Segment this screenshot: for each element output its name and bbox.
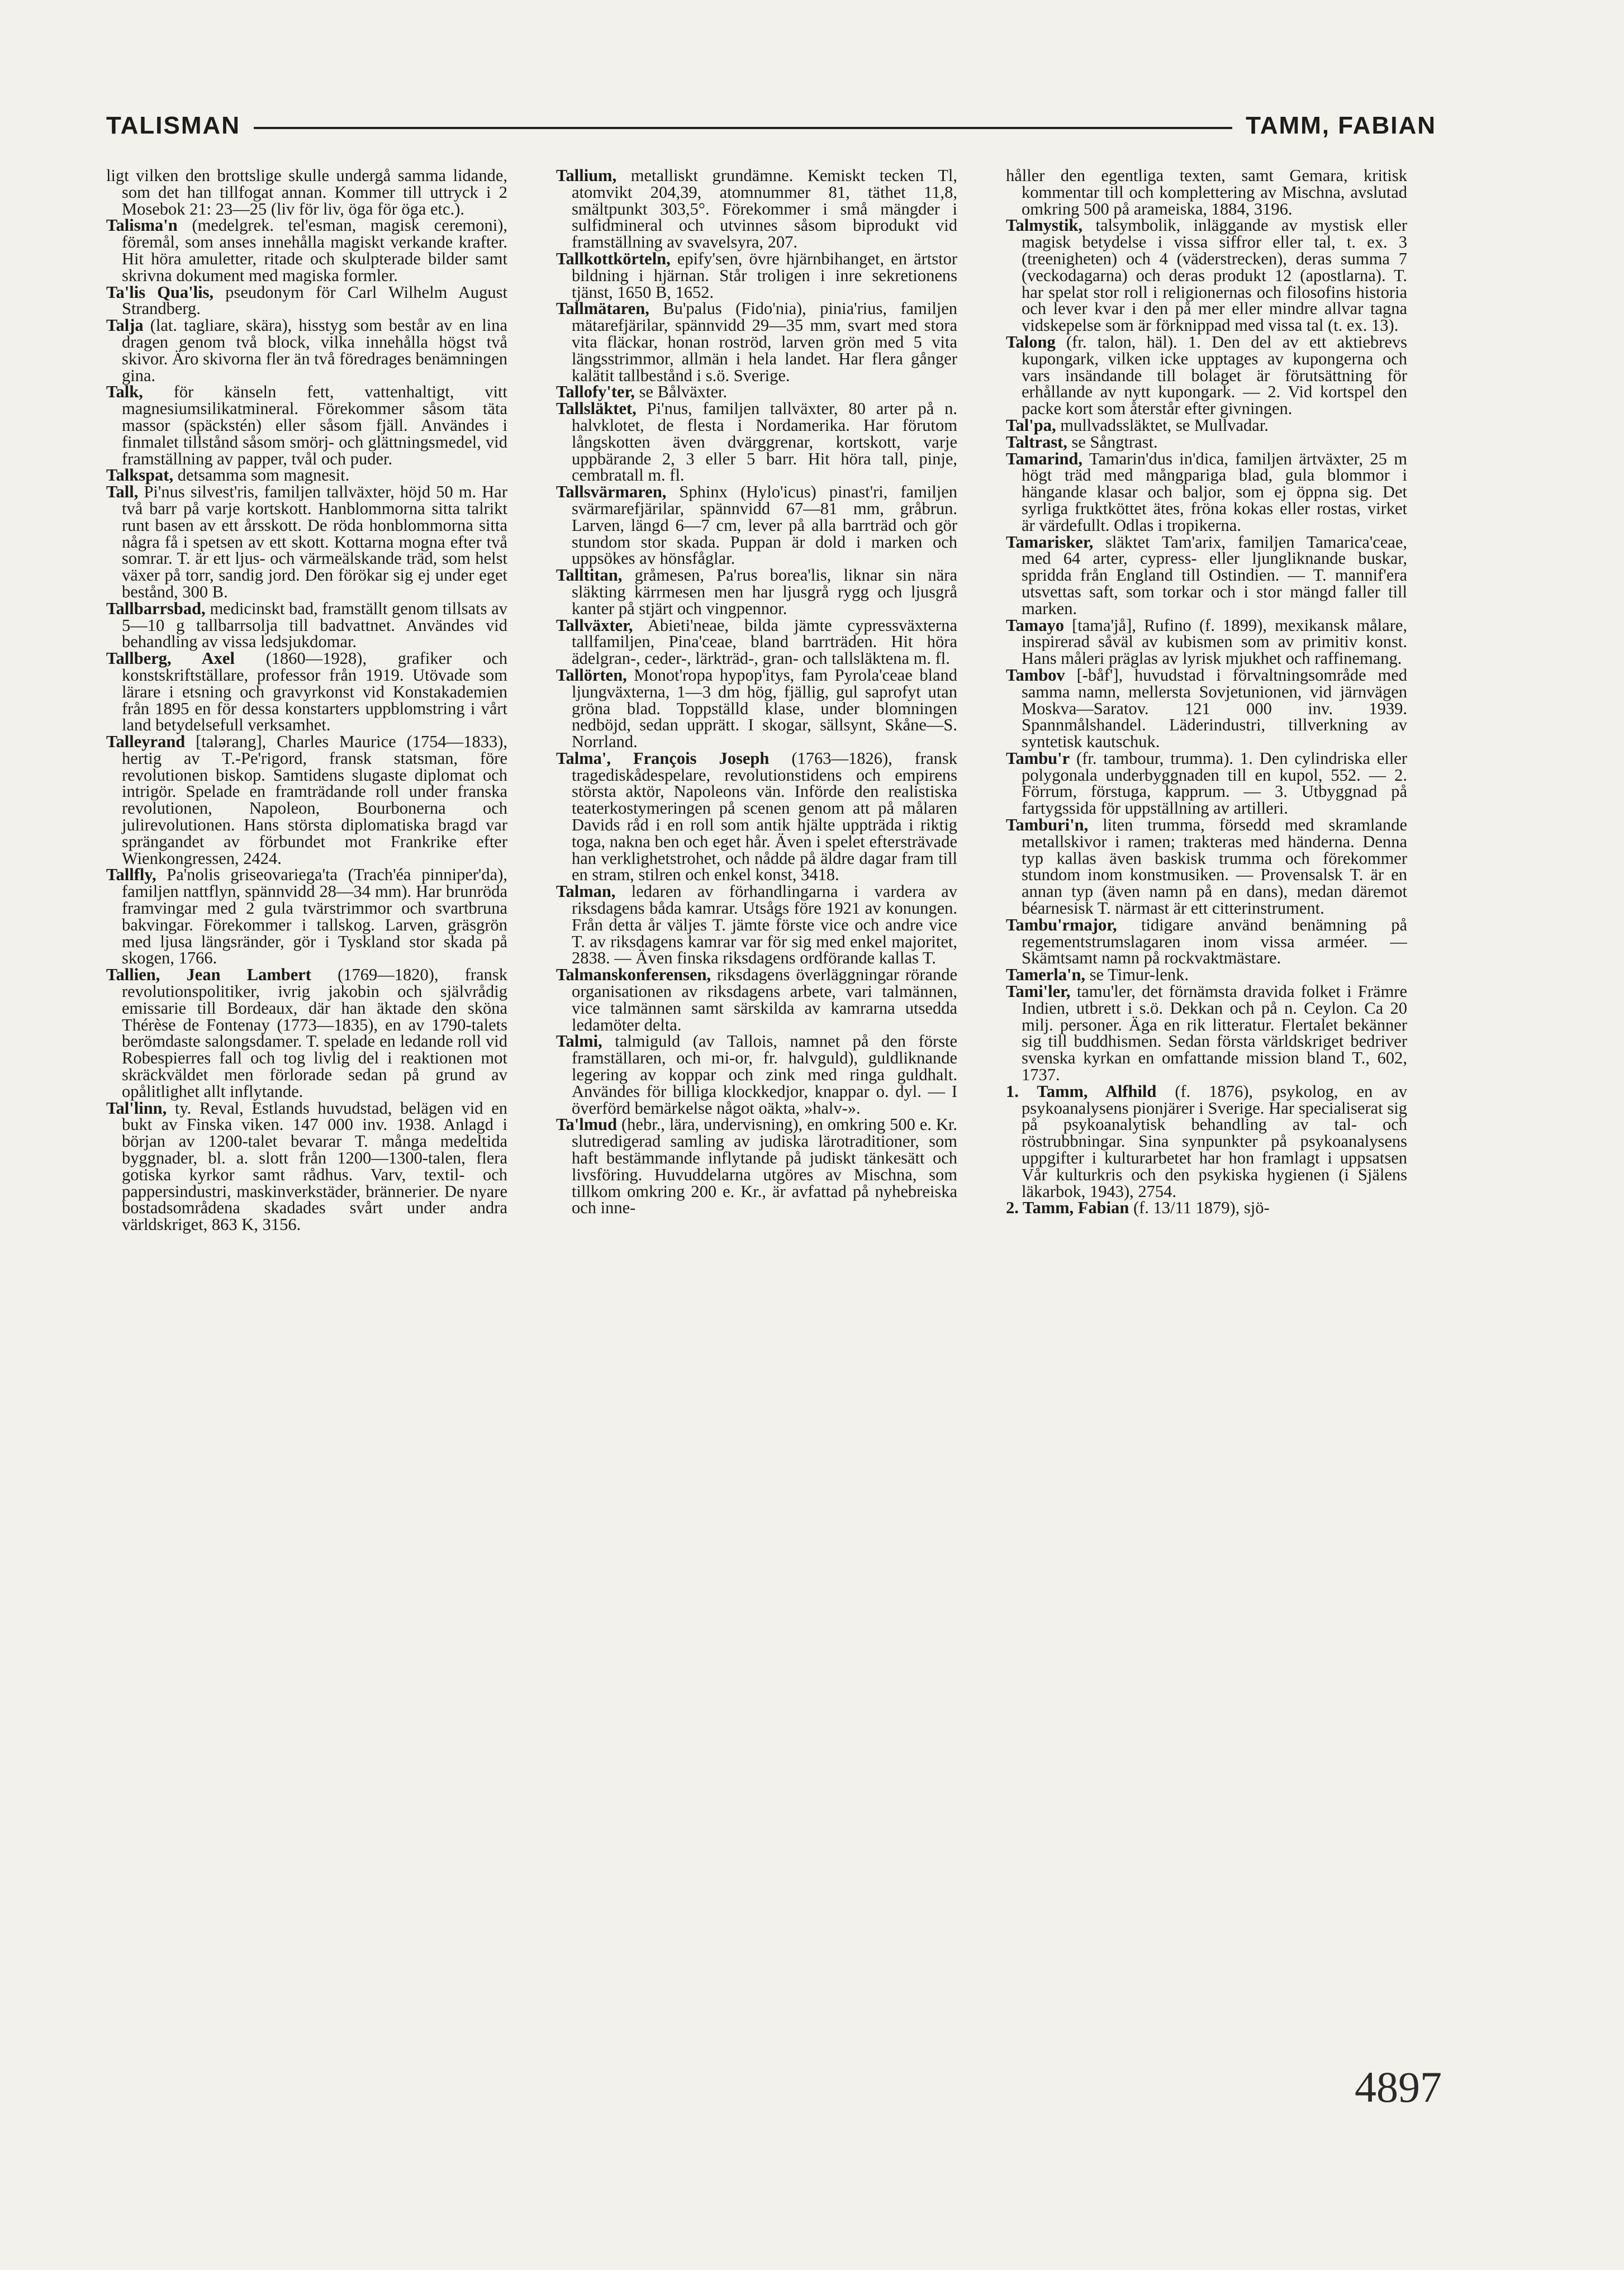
entry-headword: Talman,: [556, 882, 616, 901]
entry-text: Pa'nolis griseovariega'ta (Trach'éa pinniper'da), familjen nattflyn, spännvidd 28—34 mm). Har brunröda framvingar med 2 gula tvärstrimmor och svartbruna bakvingar. Förekommer i tallskog. Larven, gräsgrön med ljusa längsränder, gör i Tyskland stor skada på skogen, 1766.: [122, 865, 507, 968]
header-rule: [254, 127, 1232, 129]
entry-headword: Tamerla'n,: [1006, 965, 1086, 985]
dictionary-entry: [1006, 168, 1407, 217]
dictionary-entry: [1006, 667, 1407, 751]
entry-headword: Tallmätaren,: [556, 299, 649, 319]
entry-headword: 2. Tamm, Fabian: [1006, 1198, 1129, 1218]
entry-headword: Tambu'rmajor,: [1006, 915, 1117, 934]
text-column-2: [556, 168, 957, 2096]
entry-text: gråmesen, Pa'rus borea'lis, liknar sin nära släkting kärrmesen men har ljusgrå rygg och ljusgrå kanter på stjärt och vingpennor.: [572, 566, 957, 618]
entry-text: liten trumma, försedd med skramlande metallskivor i ramen; trakteras med händerna. Denna typ kallas även baskisk trumma och förekommer stundom inom konstmusiken. — Provensalsk T. är en annan typ (även namn på en dans), medan däremot béarnesisk T. närmast är ett citterinstrument.: [1022, 815, 1407, 918]
entry-headword: Tallbarrsbad,: [106, 599, 206, 618]
entry-headword: Tamarind,: [1006, 449, 1083, 468]
dictionary-entry: [556, 748, 957, 885]
dictionary-entry: [1006, 451, 1407, 534]
entry-headword: Taltrast,: [1006, 432, 1067, 452]
dictionary-entry: [556, 884, 957, 967]
entry-headword: Tamburi'n,: [1006, 815, 1089, 835]
dictionary-entry: [1006, 984, 1407, 1084]
entry-headword: Ta'lis Qua'lis,: [106, 282, 214, 302]
entry-text: [tama'jå], Rufino (f. 1899), mexikansk målare, inspirerad såväl av kubismen som av primitiv konst. Hans måleri präglas av lyrisk mjukhet och raffinemang.: [1022, 615, 1407, 668]
entry-text: se Sångtrast.: [1067, 432, 1158, 452]
entry-text: (hebr., lära, undervisning), en omkring 500 e. Kr. slutredigerad samling av judiska lärotraditioner, som haft bestämmande inflytande på judiskt tänkesätt och livsföring. Huvuddelarna utgöres av Mischna, som tillkom omkring 200 e. Kr., är avfattad på nyhebreiska och inne-: [572, 1115, 957, 1218]
entry-headword: Tallofy'ter,: [556, 382, 635, 402]
dictionary-entry: [106, 317, 507, 384]
text-column-1: [106, 168, 507, 2096]
entry-text: Monot'ropa hypop'itys, fam Pyrola'ceae bland ljungväxterna, 1—3 dm hög, fjällig, gul saprofyt utan gröna blad. Toppställd klase, under blomningen nedböjd, sedan upprätt. I skogar, sällsynt, Skåne—S. Norrland.: [572, 665, 957, 752]
entry-headword: Tallfly,: [106, 865, 156, 885]
entry-headword: Tami'ler,: [1006, 982, 1071, 1001]
text-column-3: [1006, 168, 1407, 2096]
entry-headword: Ta'lmud: [556, 1115, 618, 1134]
dictionary-entry: [556, 1033, 957, 1117]
entry-headword: Talk,: [106, 382, 143, 402]
dictionary-entry: [1006, 1200, 1407, 1217]
dictionary-entry: [556, 401, 957, 484]
entry-headword: Tal'pa,: [1006, 415, 1056, 435]
entry-text: (f. 1876), psykolog, en av psykoanalysens pionjärer i Sverige. Har specialiserat sig på psykoanalytisk behandling av tal- och röstrubbningar. Sina synpunkter på psykoanalysens uppgifter i kulturarbetet har hon framlagt i uppsatsen Vår kulturkris och den psykiska hygienen (i Själens läkarbok, 1943), 2754.: [1022, 1081, 1407, 1201]
entry-headword: Talltitan,: [556, 566, 623, 585]
dictionary-entry: [106, 284, 507, 318]
entry-text: talmiguld (av Tallois, namnet på den förste framställaren, och mi-or, fr. halvguld), guldliknande legering av koppar och zink med ringa guldhalt. Användes för billiga klockkedjor, knappar o. dyl. — I överförd bemärkelse något oäkta, »halv-».: [572, 1032, 957, 1118]
dictionary-entry: [106, 1100, 507, 1233]
entry-headword: Talmanskonferensen,: [556, 965, 711, 985]
dictionary-entry: [106, 601, 507, 650]
entry-text: (1860—1928), grafiker och konstskriftställare, professor från 1919. Utövade som lärare i etsning och gravyrkonst vid Konstakademien från 1895 en för dessa konstarters uppblomstring i vårt land betydelsefull verksamhet.: [122, 649, 507, 735]
dictionary-entry: [556, 967, 957, 1033]
entry-text: (1769—1820), fransk revolutionspolitiker, ivrig jakobin och självrådig emissarie till Bordeaux, där han äktade den sköna Thérèse de Fontenay (1773—1835), en av 1790-talets berömdaste salongsdamer. T. spelade en ledande roll vid Robespierres fall och tog livlig del i reaktionen mot skräckväldet men förlorade sedan på grund av opålitlighet allt inflytande.: [122, 965, 507, 1101]
entry-text: Tamarin'dus in'dica, familjen ärtväxter, 25 m högt träd med mångpariga blad, gula blommor i hängande klasar och baljor, som ej öppna sig. Det syrliga fruktköttet ätes, fröna kokas eller rostas, virket är värdefullt. Odlas i tropikerna.: [1022, 449, 1407, 535]
dictionary-entry: [556, 168, 957, 251]
dictionary-entry: [106, 217, 507, 284]
entry-text: (f. 13/11 1879), sjö-: [1129, 1198, 1270, 1218]
entry-headword: Tamarisker,: [1006, 532, 1094, 552]
entry-text: (lat. tagliare, skära), hisstyg som består av en lina dragen genom två block, vilka innehålla högst två skivor. Äro skivorna fler än två föredrages benämningen gina.: [122, 316, 507, 385]
dictionary-entry: [106, 734, 507, 867]
entry-headword: Tallium,: [556, 168, 617, 185]
entry-headword: Tambu'r: [1006, 748, 1070, 768]
entry-text: detsamma som magnesit.: [173, 466, 350, 485]
entry-text: ligt vilken den brottslige skulle undergå samma lidande, som det han tillfogat annan. Kommer till uttryck i 2 Mosebok 21: 23—25 (liv för liv, öga för öga etc.).: [106, 168, 507, 219]
dictionary-entry: [556, 615, 957, 668]
entry-headword: Talja: [106, 316, 144, 335]
entry-headword: Tambov: [1006, 665, 1065, 685]
dictionary-entry: [1006, 748, 1407, 818]
entry-headword: Talleyrand: [106, 732, 186, 752]
dictionary-entry: [1006, 217, 1407, 334]
dictionary-entry: [1006, 534, 1407, 618]
entry-text: Bu'palus (Fido'nia), pinia'rius, familjen mätarefjärilar, spännvidd 29—35 mm, svart med stora vita fläckar, honan roströd, larven grön med 5 vita längsstrimmor, allmän i hela landet. Har flera gånger kalätit tallbestånd i s.ö. Sverige.: [572, 299, 957, 385]
entry-text: ledaren av förhandlingarna i vardera av riksdagens båda kamrar. Utsågs före 1921 av konungen. Från detta år väljes T. jämte förste vice och andre vice T. av riksdagens kamrar var för sig med enkel majoritet, 2838. — Även finska riksdagens ordförande kallas T.: [572, 882, 957, 968]
entry-headword: Talmystik,: [1006, 216, 1083, 235]
dictionary-entry: [1006, 1081, 1407, 1201]
entry-headword: Tallien, Jean Lambert: [106, 965, 311, 985]
entry-headword: Tallsläktet,: [556, 399, 637, 419]
entry-text: mullvadssläktet, se Mullvadar.: [1056, 415, 1269, 435]
entry-headword: Tallväxter,: [556, 615, 633, 635]
dictionary-entry: [556, 251, 957, 301]
dictionary-entry: [556, 567, 957, 617]
header-right-guideword: TAMM, FABIAN: [1246, 112, 1436, 139]
entry-headword: Tallkottkörteln,: [556, 249, 671, 268]
dictionary-entry: [556, 667, 957, 751]
dictionary-entry: [556, 301, 957, 384]
entry-headword: Talong: [1006, 332, 1056, 352]
entry-text: (fr. talon, häl). 1. Den del av ett aktiebrevs kupongark, vilken icke upptages av kupongerna och vars insändande till bolaget är förutsättning för erhållande av nytt kupongark. — 2. Vid kortspel den packe kort som återstår efter givningen.: [1022, 332, 1407, 419]
entry-text: [talərang], Charles Maurice (1754—1833), hertig av T.-Pe'rigord, fransk statsman, före revolutionen biskop. Samtidens slugaste diplomat och intrigör. Spelade en framträdande roll under franska revolutionen, Napoleon, Bourbonerna och julirevolutionen. Hans största diplomatiska bragd var sprängandet av förbundet mot Frankrike efter Wienkongressen, 2424.: [122, 732, 507, 868]
entry-headword: Talkspat,: [106, 466, 174, 485]
dictionary-entry: [1006, 615, 1407, 668]
dictionary-entry: [106, 467, 507, 484]
entry-text: se Timur-lenk.: [1085, 965, 1189, 985]
dictionary-entry: [1006, 434, 1407, 451]
entry-text: medicinskt bad, framställt genom tillsats av 5—10 g tallbarrsolja till badvattnet. Användes vid behandling av vissa ledsjukdomar.: [122, 599, 507, 652]
entry-text: tamu'ler, det förnämsta dravida folket i Främre Indien, utbrett i s.ö. Dekkan och på n. Ceylon. Ca 20 milj. personer. Äga en rik litteratur. Flertalet bekänner sig till buddhismen. Sedan första världskriget bedriver svenska kyrkan en omfattande mission bland T., 602, 1737.: [1022, 982, 1407, 1085]
dictionary-entry: [106, 867, 507, 967]
entry-headword: Talmi,: [556, 1032, 602, 1051]
dictionary-entry: [106, 484, 507, 601]
dictionary-entry: [106, 384, 507, 467]
entry-text: (fr. tambour, trumma). 1. Den cylindriska eller polygonala underbyggnaden till en kupol, 552. — 2. Förrum, förstuga, kapprum. — 3. Utbyggnad på fartygssida för uppställning av artilleri.: [1022, 748, 1407, 818]
header-left-guideword: TALISMAN: [106, 112, 241, 139]
entry-headword: Tallsvärmaren,: [556, 482, 667, 502]
page-number: 4897: [1355, 2063, 1442, 2111]
entry-text: tidigare använd benämning på regementstrumslagaren inom vissa arméer. — Skämtsamt namn på rockvaktmästare.: [1022, 915, 1407, 968]
dictionary-entry: [556, 384, 957, 401]
entry-text: epify'sen, övre hjärnbihanget, en ärtstor bildning i hjärnan. Står troligen i inre sekretionens tjänst, 1650 B, 1652.: [572, 249, 957, 302]
entry-text: se Bålväxter.: [634, 382, 728, 402]
entry-headword: Talma', François Joseph: [556, 748, 770, 768]
dictionary-entry: [1006, 417, 1407, 434]
dictionary-entry: [1006, 817, 1407, 917]
entry-text: ty. Reval, Estlands huvudstad, belägen vid en bukt av Finska viken. 147 000 inv. 1938. Anlagd i början av 1200-talet bevarar T. många medeltida byggnader, bl. a. slott från 1200—1300-talen, flera gotiska kyrkor samt rådhus. Varv, textil- och pappersindustri, maskinverkstäder, brännerier. De nyare bostadsområdena skadades svårt under andra världskriget, 863 K, 3156.: [122, 1098, 507, 1234]
entry-text: (medelgrek. tel'esman, magisk ceremoni), föremål, som anses innehålla magiskt verkande krafter. Hit höra amuletter, ritade och skulpterade bilder samt skrivna dokument med magiska formler.: [122, 216, 507, 285]
dictionary-entry: [106, 168, 507, 217]
entry-headword: Tall,: [106, 482, 139, 502]
entry-headword: Tallörten,: [556, 665, 627, 685]
entry-text: metalliskt grundämne. Kemiskt tecken Tl, atomvikt 204,39, atomnummer 81, täthet 11,8, smältpunkt 303,5°. Förekommer i små mängder i sulfidmineral och utvinnes såsom biprodukt vid framställning av svavelsyra, 207.: [572, 168, 957, 252]
dictionary-entry: [556, 1117, 957, 1217]
dictionary-entry: [106, 967, 507, 1100]
running-header: [106, 106, 1436, 145]
entry-headword: Talisma'n: [106, 216, 178, 235]
entry-text: för känseln fett, vattenhaltigt, vitt magnesiumsilikatmineral. Förekommer såsom täta massor (späckstén) eller såsom fjäll. Användes i finmalet tillstånd såsom smörj- och glättningsmedel, vid framställning av papper, tvål och puder.: [122, 382, 507, 468]
entry-text: [-båf'], huvudstad i förvaltningsområde med samma namn, mellersta Sovjetunionen, vid järnvägen Moskva—Saratov. 121 000 inv. 1939. Spannmålshandel. Läderindustri, tillverkning av syntetisk kautschuk.: [1022, 665, 1407, 752]
dictionary-entry: [106, 650, 507, 734]
entry-text: Pi'nus, familjen tallväxter, 80 arter på n. halvklotet, de flesta i Nordamerika. Har förutom långskotten även dvärggrenar, kortskott, varje uppbärande 2, 3 eller 5 barr. Hit höra tall, pinje, cembratall m. fl.: [572, 399, 957, 485]
dictionary-entry: [556, 484, 957, 567]
dictionary-entry: [1006, 334, 1407, 417]
entry-headword: 1. Tamm, Alfhild: [1006, 1081, 1157, 1101]
entry-text: Pi'nus silvest'ris, familjen tallväxter, höjd 50 m. Har två barr på varje kortskott. Hanblommorna sitta talrikt runt basen av ett årsskott. De röda honblommorna sitta några få i spetsen av ett skott. Kottarna mogna efter två somrar. T. är ett ljus- och värmeälskande träd, som helst växer på torr, sandig jord. Den förökar sig ej under eget bestånd, 300 B.: [122, 482, 507, 601]
entry-text: håller den egentliga texten, samt Gemara, kritisk kommentar till och komplettering av Mischna, avslutad omkring 500 på arameiska, 1884, 3196.: [1006, 168, 1407, 219]
entry-text: (1763—1826), fransk tragediskådespelare, revolutionstidens och empirens största aktör, Napoleons vän. Införde den realistiska teaterkostymeringen på scenen genom att på målaren Davids råd i en roll som antik hjälte uppträda i riktig toga, nakna ben och eget hår. Även i spelet eftersträvade han verklighetstrohet, och nådde på äldre dagar fram till en stram, stilren och enkel konst, 3418.: [572, 748, 957, 885]
entry-text: släktet Tam'arix, familjen Tamarica'ceae, med 64 arter, cypress- eller ljungliknande buskar, spridda från England till Ostindien. — T. mannif'era utsvettas saft, som torkar och i stor mängd faller till marken.: [1022, 532, 1407, 618]
dictionary-entry: [1006, 967, 1407, 984]
entry-text: Sphinx (Hylo'icus) pinast'ri, familjen svärmarefjärilar, spännvidd 67—81 mm, gråbrun. Larven, längd 6—7 cm, lever på alla barrträd och gör stundom stor skada. Puppan är dold i marken och uppsökes av hönsfåglar.: [572, 482, 957, 568]
entry-text: talsymbolik, inläggande av mystisk eller magisk betydelse i vissa siffror eller tal, t. ex. 3 (treenigheten) och 4 (väderstrecken), deras summa 7 (veckodagarna) och deras produkt 12 (apostlarna). T. har spelat stor roll i religionernas och filosofins historia och lever kvar i den på mer eller mindre allvar tagna vidskepelse som är förknippad med vissa tal (t. ex. 13).: [1022, 216, 1407, 335]
entry-text: pseudonym för Carl Wilhelm August Strandberg.: [122, 282, 507, 319]
entry-headword: Tallberg, Axel: [106, 649, 235, 668]
dictionary-entry: [1006, 917, 1407, 967]
entry-headword: Tal'linn,: [106, 1098, 167, 1118]
entry-text: Abieti'neae, bilda jämte cypressväxterna tallfamiljen, Pina'ceae, bland barrträden. Hit höra ädelgran-, ceder-, lärkträd-, gran- och tallsläktena m. fl.: [572, 615, 957, 668]
entry-headword: Tamayo: [1006, 615, 1064, 635]
entry-text: riksdagens överläggningar rörande organisationen av riksdagens arbete, vari talmännen, vice talmännen samt särskilda av kamrarna utsedda ledamöter delta.: [572, 965, 957, 1034]
